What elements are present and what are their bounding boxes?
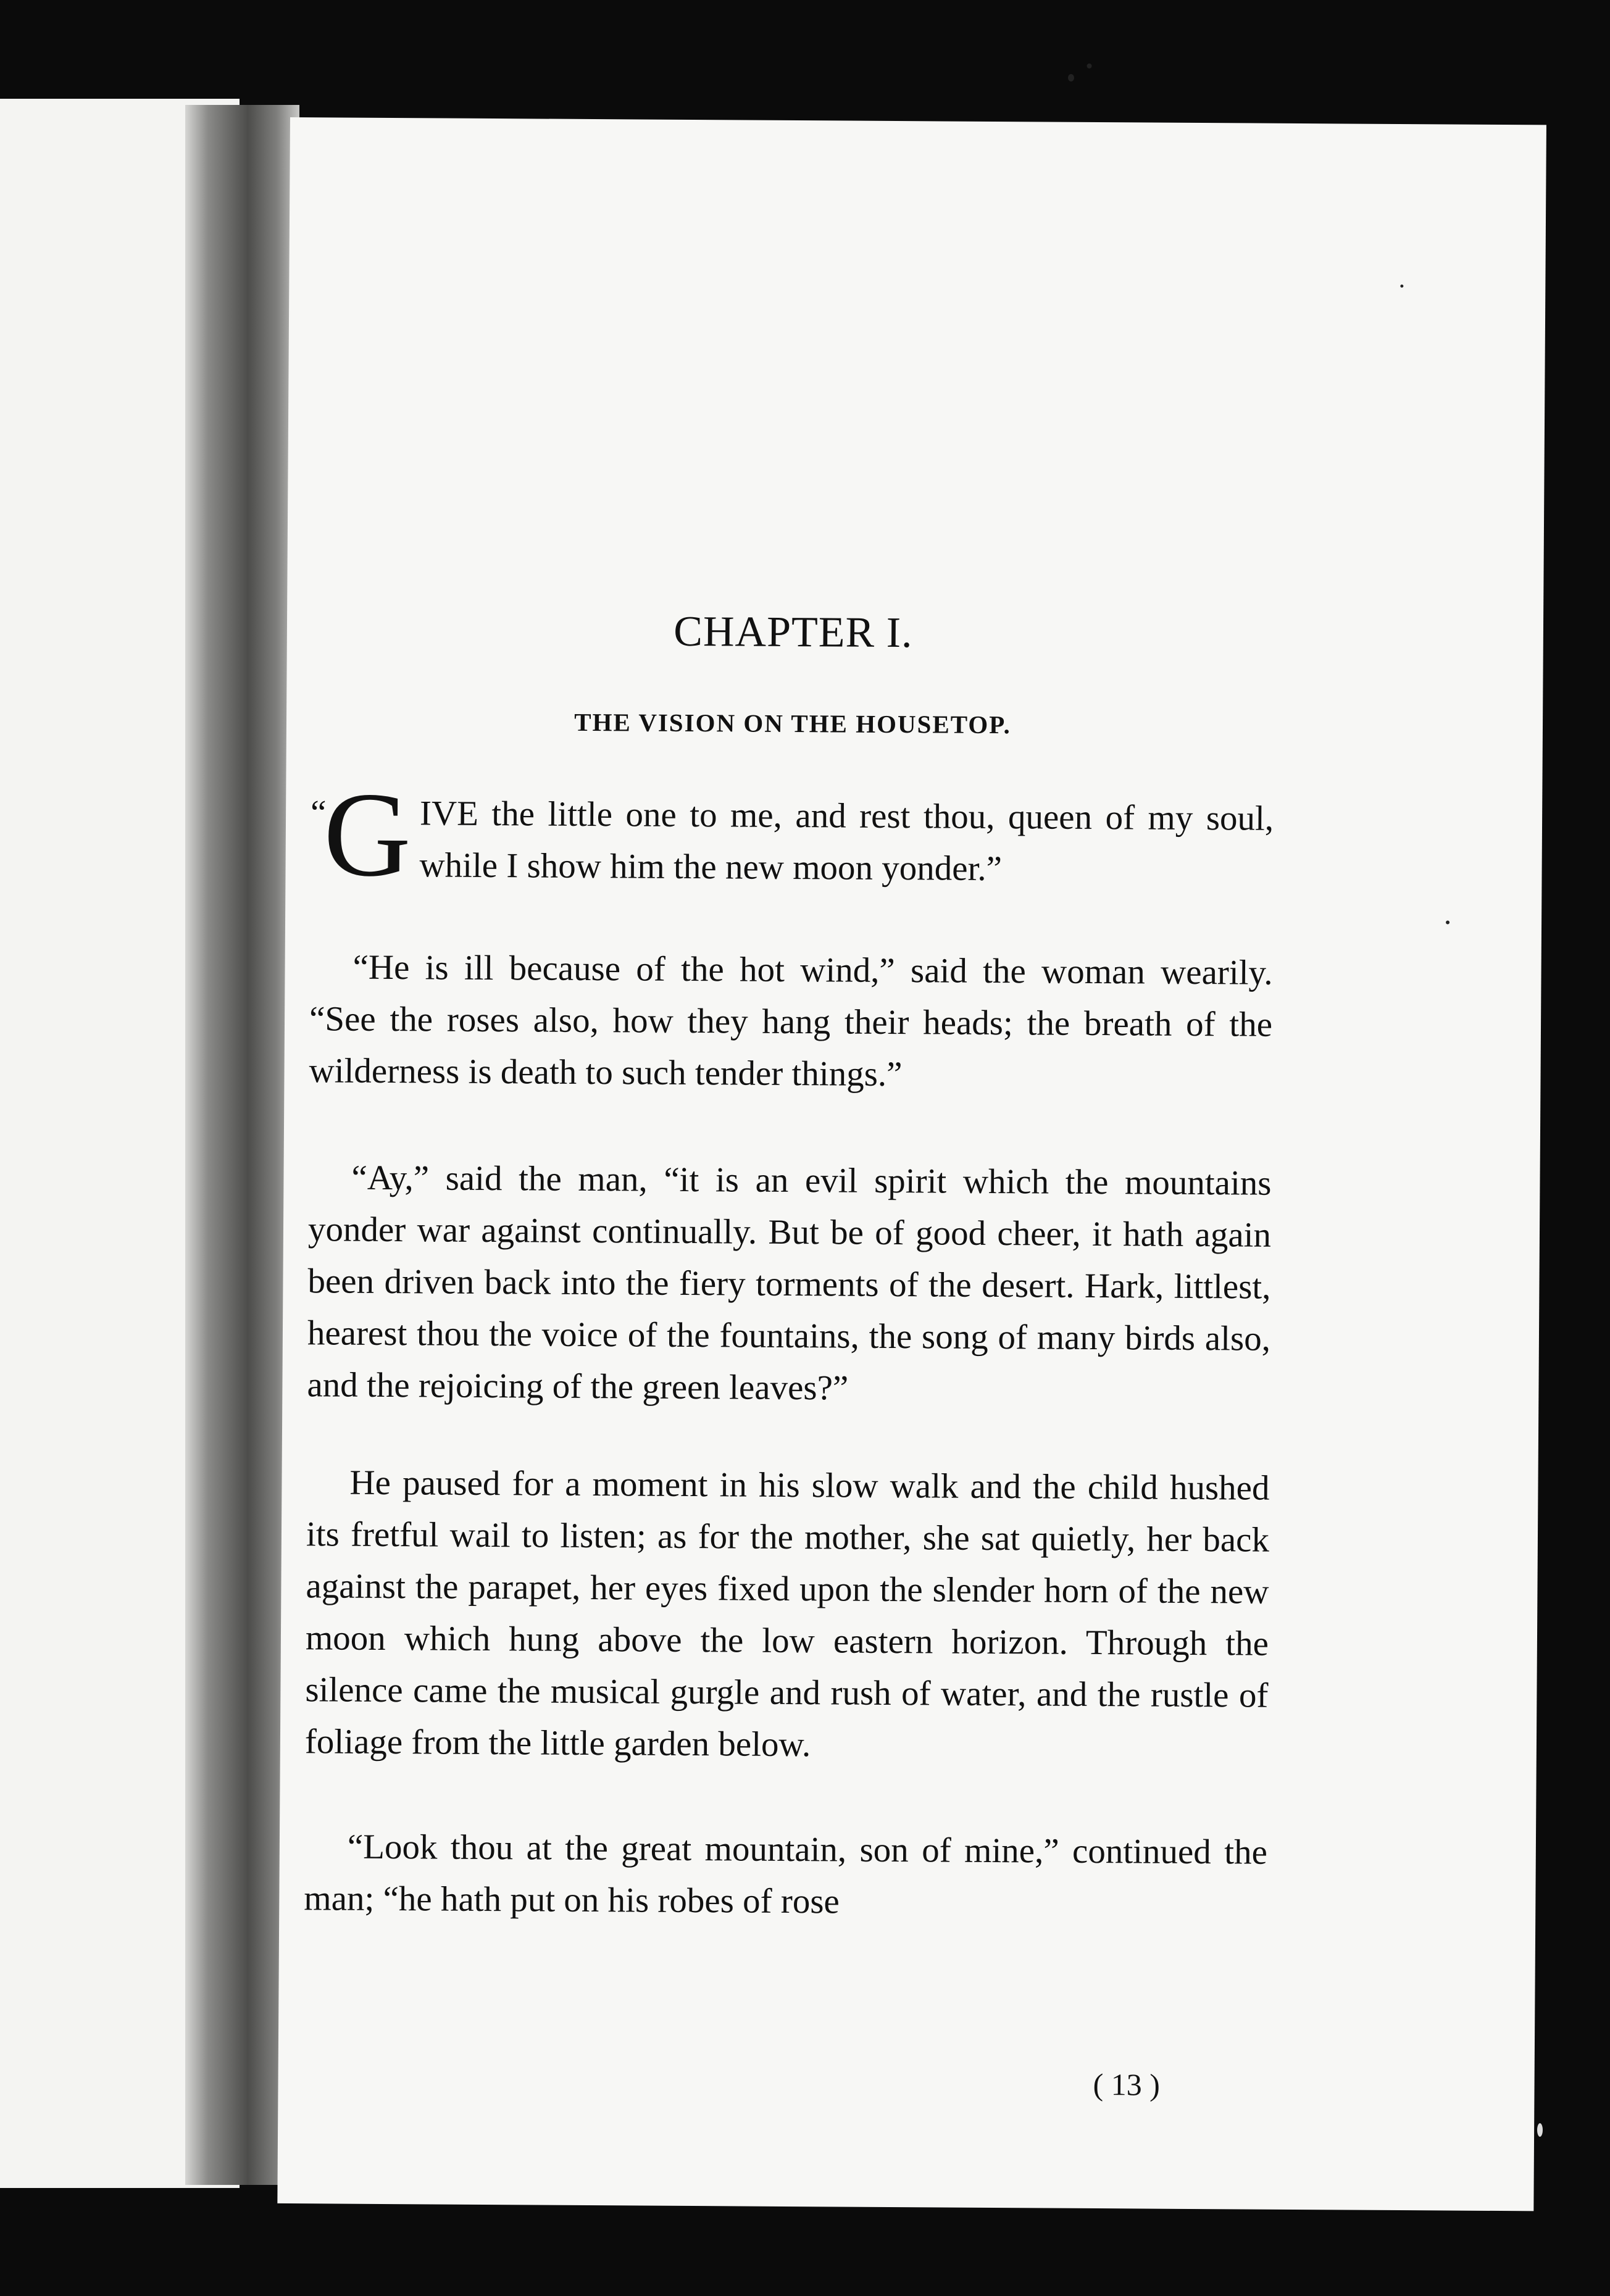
paragraph-4: He paused for a moment in his slow walk and the child hushed its fretful wail to listen; as for the mother, she sat quietly, her back against the parapet, her eyes fixed upon the slender horn of the new moon which hung above the low eastern horizon. Through the silence came the musical gurgle and rush of water, and the rustle of foliage from the little garden below. bbox=[304, 1463, 1270, 1765]
chapter-heading: CHAPTER I. bbox=[674, 607, 913, 657]
paper-speck bbox=[1446, 920, 1449, 924]
paragraph-1-text: IVE the little one to me, and rest thou, queen of my soul, while I show him the new moon yonder.” bbox=[419, 794, 1274, 889]
section-title: THE VISION ON THE HOUSETOP. bbox=[574, 707, 1011, 739]
paragraph-1 bbox=[310, 767, 1274, 902]
paper-speck bbox=[1087, 64, 1092, 69]
drop-cap-letter: G bbox=[323, 767, 412, 902]
paragraph-3: “Ay,” said the man, “it is an evil spirit which the mountains yonder war against continually. But be of good cheer, it hath again been driven back into the fiery torments of the desert. Hark, littlest, hearest thou the voice of the fountains, the song of many birds also, and the rejoicing of the green leaves?” bbox=[307, 1158, 1272, 1408]
text-block bbox=[304, 117, 1278, 2102]
border-speck bbox=[1537, 2123, 1543, 2137]
paper-speck bbox=[1400, 285, 1403, 288]
paragraph-5: “Look thou at the great mountain, son of mine,” continued the man; “he hath put on his robes of rose bbox=[304, 1827, 1268, 1921]
right-page bbox=[277, 117, 1546, 2211]
opening-quote-mark: “ bbox=[310, 793, 327, 833]
page-number: ( 13 ) bbox=[1093, 2067, 1161, 2102]
border-speck bbox=[1068, 74, 1074, 81]
paragraph-2: “He is ill because of the hot wind,” said the woman wearily. “See the roses also, how they hang their heads; the breath of the wilderness is death to such tender things.” bbox=[309, 947, 1273, 1094]
